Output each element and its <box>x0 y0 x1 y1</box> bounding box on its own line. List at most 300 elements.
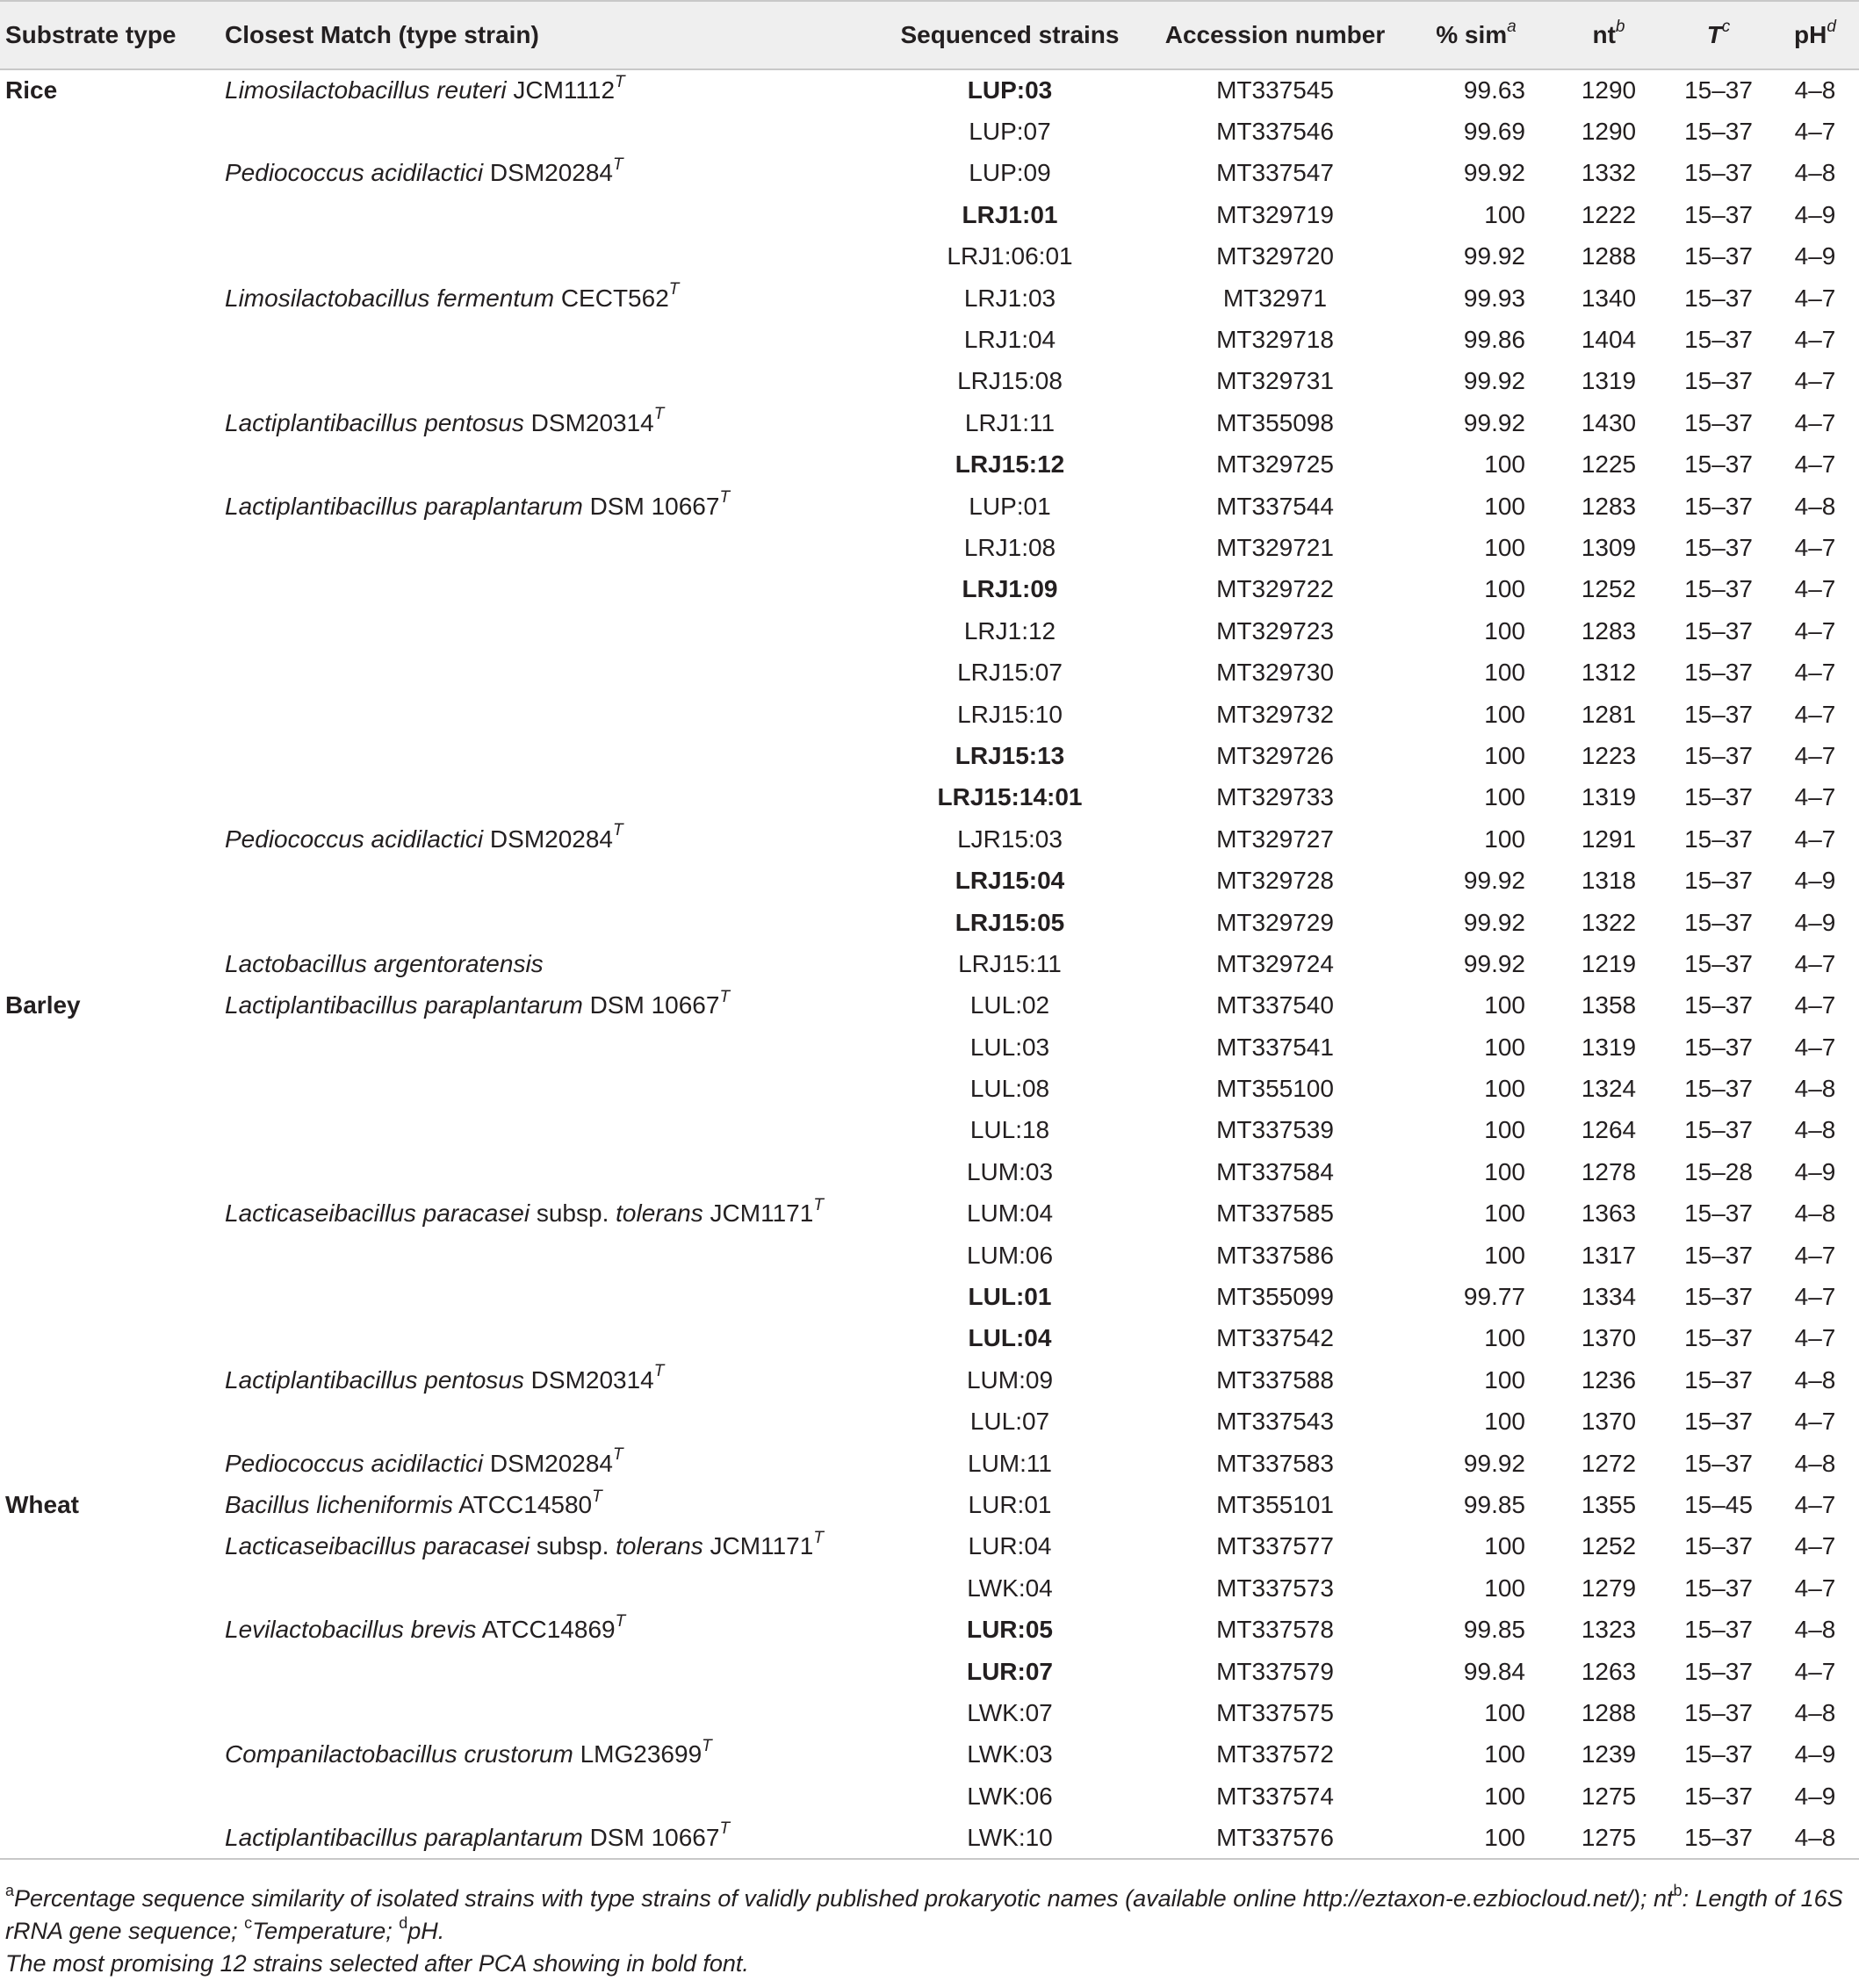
sequenced-strain-cell: LUM:09 <box>966 1365 1054 1394</box>
sequenced-strain-cell: LUL:18 <box>969 1116 1050 1144</box>
table-row <box>0 1026 1859 1068</box>
ph-cell: 4–7 <box>1794 408 1836 436</box>
accession-cell: MT329729 <box>1216 908 1334 936</box>
closest-match-cell <box>225 1526 870 1567</box>
table-row <box>0 1692 1859 1733</box>
sequenced-strain-cell: LRJ1:04 <box>963 326 1056 354</box>
nt-length-cell: 1283 <box>1581 492 1637 520</box>
closest-match-cell <box>225 277 870 319</box>
nt-length-cell: 1283 <box>1581 616 1637 645</box>
substrate-cell <box>0 610 225 652</box>
closest-match-cell <box>225 860 870 901</box>
table-row <box>0 1567 1859 1609</box>
temperature-cell: 15–37 <box>1684 700 1753 728</box>
closest-match-cell <box>225 1359 870 1401</box>
accession-cell: MT329733 <box>1216 783 1334 811</box>
closest-match-cell <box>225 1567 870 1609</box>
sequenced-strain-cell: LWK:04 <box>967 1574 1053 1602</box>
substrate-cell <box>0 1651 225 1692</box>
substrate-cell <box>0 694 225 735</box>
accession-cell: MT337544 <box>1216 492 1334 520</box>
temperature-cell: 15–37 <box>1684 118 1753 146</box>
sequenced-strain-cell: LRJ1:11 <box>964 408 1056 436</box>
nt-length-cell: 1334 <box>1581 1283 1637 1311</box>
similarity-cell: 100 <box>1484 1075 1525 1103</box>
table-row <box>0 1817 1859 1858</box>
nt-length-cell: 1404 <box>1581 326 1637 354</box>
temperature-cell: 15–37 <box>1666 1817 1771 1858</box>
closest-match-cell <box>225 69 870 111</box>
substrate-cell <box>0 1110 225 1151</box>
similarity-cell: 100 <box>1484 1408 1525 1436</box>
substrate-cell <box>0 1567 225 1609</box>
substrate-cell <box>0 444 225 486</box>
temperature-cell: 15–37 <box>1684 991 1753 1019</box>
sequenced-strain-cell: LUP:09 <box>969 159 1051 187</box>
similarity-cell: 100 <box>1484 1782 1525 1810</box>
table-row <box>0 1401 1859 1443</box>
nt-length-cell: 1323 <box>1581 1616 1637 1644</box>
similarity-cell: 99.92 <box>1463 242 1525 270</box>
closest-match-cell <box>225 735 870 776</box>
ph-cell: 4–7 <box>1794 825 1836 853</box>
nt-length-cell: 1312 <box>1581 659 1637 687</box>
substrate-cell <box>0 1817 225 1858</box>
closest-match-cell <box>225 194 870 235</box>
closest-match-cell <box>225 777 870 818</box>
species-name: Lactobacillus argentoratensis <box>225 949 544 977</box>
type-strain: DSM20314 <box>530 1365 654 1394</box>
substrate-cell <box>0 1734 225 1776</box>
type-strain: ATCC14869 <box>481 1616 616 1644</box>
sequenced-strain-cell: LWK:06 <box>967 1782 1053 1810</box>
accession-cell: MT337572 <box>1216 1740 1334 1768</box>
temperature-cell: 15–37 <box>1684 867 1753 895</box>
sequenced-strain-cell: LUR:07 <box>966 1657 1053 1685</box>
substrate-cell <box>0 1776 225 1817</box>
similarity-cell: 100 <box>1484 200 1525 228</box>
closest-match-cell <box>225 236 870 277</box>
ph-cell: 4–8 <box>1794 1449 1836 1477</box>
ph-cell: 4–7 <box>1794 783 1836 811</box>
table-row <box>0 1526 1859 1567</box>
type-strain-superscript: T <box>592 1487 602 1506</box>
temperature-cell: 15–45 <box>1684 1490 1753 1518</box>
substrate-cell <box>0 361 225 402</box>
table-row <box>0 194 1859 235</box>
similarity-cell: 100 <box>1484 616 1525 645</box>
substrate-cell <box>0 943 225 984</box>
accession-cell: MT337586 <box>1216 1241 1334 1269</box>
similarity-cell: 99.92 <box>1463 908 1525 936</box>
nt-length-cell: 1223 <box>1581 741 1637 769</box>
type-strain-superscript: T <box>813 1529 824 1548</box>
similarity-cell: 100 <box>1484 492 1525 520</box>
accession-cell: MT337585 <box>1216 1199 1334 1228</box>
type-strain: DSM 10667 <box>589 492 720 520</box>
sequenced-strain-cell: LRJ15:13 <box>955 741 1065 769</box>
table-row <box>0 361 1859 402</box>
temperature-cell: 15–37 <box>1684 575 1753 603</box>
substrate-cell <box>0 735 225 776</box>
sequenced-strain-cell: LRJ15:10 <box>957 700 1063 728</box>
ph-cell: 4–7 <box>1794 1574 1836 1602</box>
accession-cell: MT329720 <box>1216 242 1334 270</box>
nt-length-cell: 1279 <box>1581 1574 1637 1602</box>
accession-cell: MT329718 <box>1216 326 1334 354</box>
sequenced-strain-cell: LUR:05 <box>966 1616 1053 1644</box>
sequenced-strain-cell: LWK:10 <box>870 1817 1149 1858</box>
type-strain: DSM20284 <box>489 159 614 187</box>
sequenced-strain-cell: LUL:07 <box>969 1408 1050 1436</box>
closest-match-cell <box>225 1401 870 1443</box>
temperature-cell: 15–37 <box>1684 1408 1753 1436</box>
similarity-cell: 100 <box>1484 741 1525 769</box>
ph-cell: 4–8 <box>1794 159 1836 187</box>
closest-match-cell <box>225 652 870 693</box>
nt-length-cell: 1319 <box>1581 783 1637 811</box>
accession-cell: MT329724 <box>1216 949 1334 977</box>
ph-cell: 4–7 <box>1794 1657 1836 1685</box>
temperature-cell: 15–37 <box>1684 326 1753 354</box>
table-row <box>0 1443 1859 1484</box>
temperature-cell: 15–37 <box>1684 159 1753 187</box>
accession-cell: MT337546 <box>1216 118 1334 146</box>
type-strain: DSM20284 <box>489 825 614 853</box>
temperature-cell: 15–37 <box>1684 367 1753 395</box>
ph-cell: 4–7 <box>1794 284 1836 312</box>
temperature-cell: 15–37 <box>1684 200 1753 228</box>
temperature-cell: 15–37 <box>1684 741 1753 769</box>
type-strain: JCM1112 <box>513 76 616 104</box>
substrate-cell: Wheat <box>5 1490 79 1518</box>
accession-cell: MT337584 <box>1216 1157 1334 1185</box>
similarity-cell: 100 <box>1484 1532 1525 1560</box>
footnote-note: The most promising 12 strains selected after PCA showing in bold font. <box>5 1950 749 1977</box>
substrate-cell <box>0 860 225 901</box>
substrate-cell: Rice <box>5 76 58 104</box>
temperature-cell: 15–37 <box>1684 1740 1753 1768</box>
ph-cell: 4–8 <box>1794 1116 1836 1144</box>
sequenced-strain-cell: LRJ1:03 <box>963 284 1056 312</box>
closest-match-cell <box>225 111 870 152</box>
accession-cell: MT337539 <box>1216 1116 1334 1144</box>
table-row <box>0 402 1859 443</box>
temperature-cell: 15–37 <box>1684 1574 1753 1602</box>
species-name: Lactiplantibacillus paraplantarum <box>225 492 583 520</box>
species-name: Pediococcus acidilactici <box>225 825 484 853</box>
species-name: Limosilactobacillus fermentum <box>225 284 555 312</box>
accession-cell: MT355099 <box>1216 1283 1334 1311</box>
similarity-cell: 99.92 <box>1463 367 1525 395</box>
table-row <box>0 652 1859 693</box>
similarity-cell: 99.86 <box>1463 326 1525 354</box>
closest-match-cell <box>225 1193 870 1235</box>
nt-length-cell: 1317 <box>1581 1241 1637 1269</box>
closest-match-cell <box>225 486 870 527</box>
nt-length-cell: 1222 <box>1581 200 1637 228</box>
temperature-cell: 15–37 <box>1684 1449 1753 1477</box>
table-row <box>0 943 1859 984</box>
table-row <box>0 319 1859 360</box>
table-row <box>0 486 1859 527</box>
ph-cell: 4–8 <box>1794 1199 1836 1228</box>
temperature-cell: 15–37 <box>1684 1657 1753 1685</box>
nt-length-cell: 1272 <box>1581 1449 1637 1477</box>
similarity-cell: 100 <box>1484 1574 1525 1602</box>
nt-length-cell: 1332 <box>1581 159 1637 187</box>
closest-match-cell <box>225 1734 870 1776</box>
similarity-cell: 99.77 <box>1463 1283 1525 1311</box>
temperature-cell: 15–37 <box>1684 825 1753 853</box>
type-strain-superscript: T <box>813 1195 824 1214</box>
similarity-cell: 100 <box>1484 700 1525 728</box>
species-name: Pediococcus acidilactici <box>225 1449 484 1477</box>
sequenced-strain-cell: LRJ1:09 <box>962 575 1058 603</box>
temperature-cell: 15–37 <box>1684 408 1753 436</box>
accession-cell: MT329728 <box>1216 867 1334 895</box>
ph-cell: 4–7 <box>1794 991 1836 1019</box>
accession-cell: MT355101 <box>1216 1490 1334 1518</box>
temperature-cell: 15–37 <box>1684 76 1753 104</box>
ph-cell: 4–7 <box>1794 1283 1836 1311</box>
ph-cell: 4–7 <box>1794 700 1836 728</box>
ph-cell: 4–8 <box>1794 492 1836 520</box>
sequenced-strain-cell: LUR:01 <box>968 1490 1052 1518</box>
sequenced-strain-cell: LJR15:03 <box>957 825 1063 853</box>
ph-cell: 4–7 <box>1794 1324 1836 1352</box>
type-strain-superscript: T <box>719 1819 731 1839</box>
closest-match-cell <box>225 527 870 568</box>
closest-match-cell <box>225 319 870 360</box>
type-strain-superscript: T <box>653 405 665 424</box>
footnote <box>5 1883 1854 1980</box>
accession-cell: MT329725 <box>1216 450 1334 479</box>
similarity-cell: 100 <box>1484 1199 1525 1228</box>
closest-match-cell <box>225 1443 870 1484</box>
nt-length-cell: 1219 <box>1581 949 1637 977</box>
temperature-cell: 15–37 <box>1684 1324 1753 1352</box>
ph-cell: 4–7 <box>1794 1241 1836 1269</box>
type-strain-superscript: T <box>613 821 623 840</box>
sequenced-strain-cell: LRJ1:08 <box>963 533 1056 561</box>
closest-match-cell <box>225 1609 870 1650</box>
ph-cell: 4–7 <box>1794 1408 1836 1436</box>
header-row <box>0 1 1859 69</box>
species-name: Lactiplantibacillus paraplantarum <box>225 1823 583 1851</box>
temperature-cell: 15–37 <box>1684 450 1753 479</box>
similarity-cell: 100 <box>1484 533 1525 561</box>
substrate-cell <box>0 569 225 610</box>
similarity-cell: 99.84 <box>1463 1657 1525 1685</box>
table-row <box>0 1609 1859 1650</box>
table-row <box>0 1235 1859 1276</box>
ph-cell: 4–9 <box>1794 1782 1836 1810</box>
temperature-cell: 15–37 <box>1684 1241 1753 1269</box>
ph-cell: 4–8 <box>1771 1817 1859 1858</box>
sequenced-strain-cell: LUM:03 <box>966 1157 1054 1185</box>
accession-cell: MT329727 <box>1216 825 1334 853</box>
substrate-cell <box>0 236 225 277</box>
type-strain: subsp. tolerans JCM1171 <box>536 1532 814 1560</box>
table-row <box>0 1110 1859 1151</box>
similarity-cell: 99.85 <box>1463 1616 1525 1644</box>
closest-match-cell <box>225 610 870 652</box>
accession-cell: MT337541 <box>1216 1033 1334 1061</box>
type-strain: DSM 10667 <box>589 1823 720 1851</box>
temperature-cell: 15–37 <box>1684 1199 1753 1228</box>
sequenced-strain-cell: LUL:02 <box>969 991 1050 1019</box>
sequenced-strain-cell: LRJ15:04 <box>955 867 1065 895</box>
table-row <box>0 1776 1859 1817</box>
table-row <box>0 277 1859 319</box>
table-row <box>0 902 1859 943</box>
temperature-cell: 15–37 <box>1684 1283 1753 1311</box>
table-row <box>0 1151 1859 1192</box>
nt-length-cell: 1319 <box>1581 1033 1637 1061</box>
similarity-cell: 100 <box>1484 1116 1525 1144</box>
table-row <box>0 735 1859 776</box>
substrate-cell <box>0 1151 225 1192</box>
similarity-cell: 100 <box>1484 825 1525 853</box>
nt-length-cell: 1340 <box>1581 284 1637 312</box>
accession-cell: MT337545 <box>1216 76 1334 104</box>
temperature-cell: 15–37 <box>1684 1532 1753 1560</box>
table-row <box>0 527 1859 568</box>
substrate-cell <box>0 777 225 818</box>
temperature-cell: 15–37 <box>1684 242 1753 270</box>
closest-match-cell <box>225 902 870 943</box>
header-ph: $pH^d$ <box>1771 1 1859 69</box>
nt-length-cell: 1319 <box>1581 367 1637 395</box>
accession-cell: MT329732 <box>1216 700 1334 728</box>
table-row <box>0 860 1859 901</box>
type-strain: subsp. tolerans JCM1171 <box>536 1199 814 1228</box>
substrate-cell <box>0 486 225 527</box>
nt-length-cell: 1324 <box>1581 1075 1637 1103</box>
sequenced-strain-cell: LUL:03 <box>969 1033 1050 1061</box>
table-row <box>0 111 1859 152</box>
nt-length-cell: 1288 <box>1581 242 1637 270</box>
ph-cell: 4–9 <box>1794 908 1836 936</box>
ph-cell: 4–9 <box>1794 867 1836 895</box>
nt-length-cell: 1275 <box>1581 1782 1637 1810</box>
header-substrate: Substrate type <box>0 1 225 69</box>
sequenced-strain-cell: LRJ1:12 <box>963 616 1056 645</box>
header-closest-match: Closest Match (type strain) <box>225 1 870 69</box>
substrate-cell <box>0 1193 225 1235</box>
closest-match-cell <box>225 569 870 610</box>
accession-cell: MT337575 <box>1216 1698 1334 1726</box>
similarity-cell: 99.92 <box>1463 949 1525 977</box>
sequenced-strain-cell: LRJ15:08 <box>957 367 1063 395</box>
temperature-cell: 15–37 <box>1684 1116 1753 1144</box>
species-name: Pediococcus acidilactici <box>225 159 484 187</box>
type-strain-superscript: T <box>615 72 625 91</box>
similarity-cell: 99.63 <box>1463 76 1525 104</box>
substrate-cell <box>0 111 225 152</box>
nt-length-cell: 1318 <box>1581 867 1637 895</box>
table-row <box>0 444 1859 486</box>
closest-match-cell <box>225 818 870 860</box>
substrate-cell <box>0 277 225 319</box>
ph-cell: 4–8 <box>1794 1616 1836 1644</box>
ph-cell: 4–7 <box>1794 326 1836 354</box>
nt-length-cell: 1370 <box>1581 1408 1637 1436</box>
accession-cell: MT337573 <box>1216 1574 1334 1602</box>
table-row <box>0 777 1859 818</box>
ph-cell: 4–7 <box>1794 1033 1836 1061</box>
sequenced-strain-cell: LUP:03 <box>967 76 1053 104</box>
closest-match-cell <box>225 153 870 194</box>
type-strain-superscript: T <box>613 1445 623 1465</box>
accession-cell: MT337588 <box>1216 1365 1334 1394</box>
accession-cell: MT32971 <box>1222 284 1328 312</box>
accession-cell: MT337579 <box>1216 1657 1334 1685</box>
substrate-cell <box>0 1359 225 1401</box>
species-name: Lacticaseibacillus paracasei <box>225 1532 530 1560</box>
table-row <box>0 818 1859 860</box>
ph-cell: 4–8 <box>1794 1365 1836 1394</box>
accession-cell: MT329731 <box>1216 367 1334 395</box>
table-row <box>0 569 1859 610</box>
substrate-cell <box>0 402 225 443</box>
footnote-definitions: $^a$Percentage sequence similarity of isolated strains with type strains of validly published prokaryotic names (available online http://eztaxon-e.ezbiocloud.net/); $nt^b$: Length of 16S rRNA gene sequence; $^c$Temperature; $^d$pH. <box>5 1882 1843 1944</box>
accession-cell: MT337578 <box>1216 1616 1334 1644</box>
similarity-cell: 100 <box>1484 1033 1525 1061</box>
temperature-cell: 15–37 <box>1684 492 1753 520</box>
table-row <box>0 985 1859 1026</box>
similarity-cell: 100 <box>1484 1241 1525 1269</box>
sequenced-strain-cell: LUL:08 <box>969 1075 1050 1103</box>
similarity-cell: 99.93 <box>1463 284 1525 312</box>
temperature-cell: 15–37 <box>1684 908 1753 936</box>
species-name: Companilactobacillus crustorum <box>225 1740 573 1768</box>
ph-cell: 4–7 <box>1794 659 1836 687</box>
ph-cell: 4–7 <box>1794 616 1836 645</box>
sequenced-strain-cell: LUL:04 <box>968 1324 1052 1352</box>
closest-match-cell <box>225 402 870 443</box>
sequenced-strain-cell: LRJ15:07 <box>957 659 1063 687</box>
similarity-cell: 100 <box>1484 991 1525 1019</box>
substrate-cell <box>0 902 225 943</box>
ph-cell: 4–8 <box>1794 1075 1836 1103</box>
closest-match-cell <box>225 361 870 402</box>
similarity-cell: 99.92 <box>1463 159 1525 187</box>
closest-match-cell <box>225 1692 870 1733</box>
table-row <box>0 694 1859 735</box>
similarity-cell: 99.69 <box>1463 118 1525 146</box>
table-row <box>0 1276 1859 1317</box>
sequenced-strain-cell: LUM:06 <box>966 1241 1054 1269</box>
sequenced-strain-cell: LRJ15:12 <box>955 450 1065 479</box>
sequenced-strain-cell: LUP:01 <box>969 492 1051 520</box>
temperature-cell: 15–37 <box>1684 1365 1753 1394</box>
ph-cell: 4–7 <box>1794 118 1836 146</box>
table-row <box>0 1068 1859 1109</box>
ph-cell: 4–7 <box>1794 949 1836 977</box>
table-row <box>0 610 1859 652</box>
ph-cell: 4–9 <box>1794 242 1836 270</box>
substrate-cell <box>0 1026 225 1068</box>
type-strain: ATCC14580 <box>458 1490 593 1518</box>
table-row <box>0 1651 1859 1692</box>
sequenced-strain-cell: LWK:07 <box>967 1698 1053 1726</box>
nt-length-cell: 1358 <box>1581 991 1637 1019</box>
ph-cell: 4–8 <box>1794 1698 1836 1726</box>
header-sequenced-strains: Sequenced strains <box>870 1 1149 69</box>
accession-cell: MT337583 <box>1216 1449 1334 1477</box>
